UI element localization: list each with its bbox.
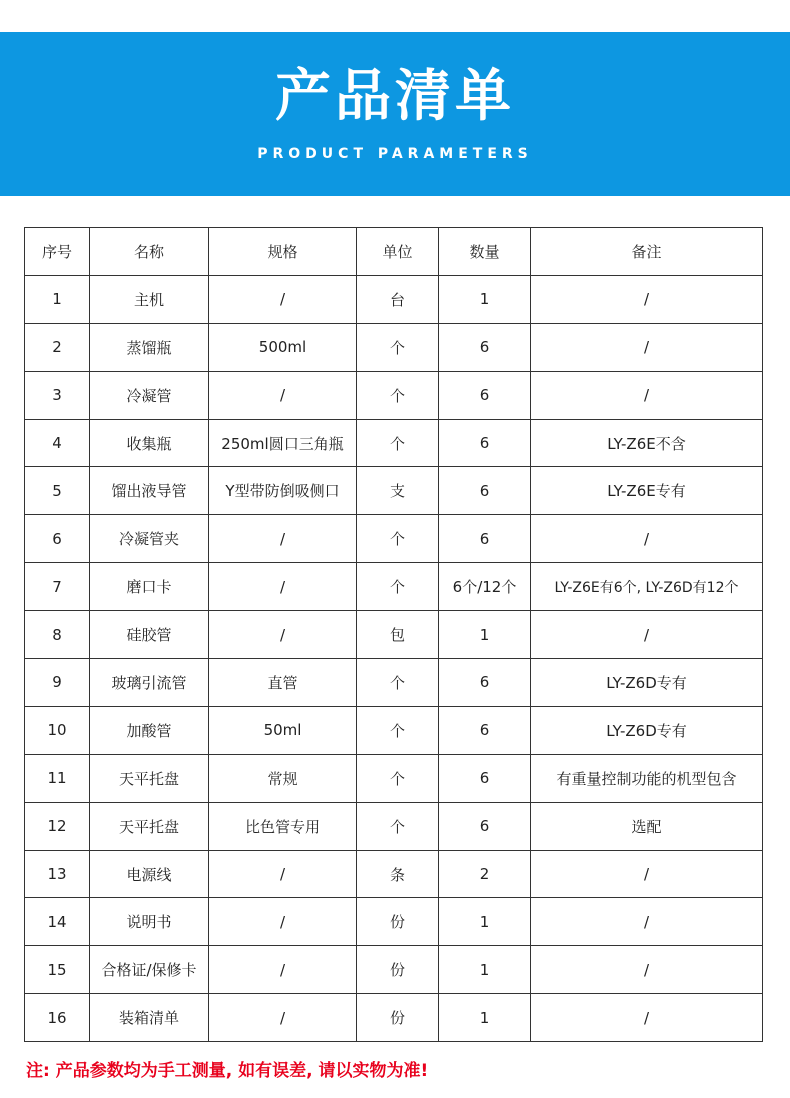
cell-index: 6 xyxy=(25,515,90,563)
cell-spec: / xyxy=(209,371,357,419)
cell-spec: / xyxy=(209,515,357,563)
cell-name: 说明书 xyxy=(90,898,209,946)
column-header-remark: 备注 xyxy=(531,228,763,276)
cell-quantity: 1 xyxy=(439,275,531,323)
cell-remark: LY-Z6D专有 xyxy=(531,659,763,707)
table-body xyxy=(25,275,763,1041)
cell-quantity: 6 xyxy=(439,706,531,754)
cell-name: 馏出液导管 xyxy=(90,467,209,515)
cell-unit: 个 xyxy=(357,563,439,611)
cell-quantity: 6 xyxy=(439,802,531,850)
cell-unit: 个 xyxy=(357,515,439,563)
cell-index: 8 xyxy=(25,611,90,659)
cell-quantity: 1 xyxy=(439,898,531,946)
cell-index: 4 xyxy=(25,419,90,467)
table-row xyxy=(25,994,763,1042)
table-row xyxy=(25,467,763,515)
cell-remark: 有重量控制功能的机型包含 xyxy=(531,754,763,802)
column-header-unit: 单位 xyxy=(357,228,439,276)
cell-quantity: 6 xyxy=(439,467,531,515)
cell-remark: / xyxy=(531,515,763,563)
cell-spec: 比色管专用 xyxy=(209,802,357,850)
cell-name: 冷凝管夹 xyxy=(90,515,209,563)
cell-unit: 条 xyxy=(357,850,439,898)
cell-remark: / xyxy=(531,275,763,323)
cell-quantity: 6 xyxy=(439,659,531,707)
cell-quantity: 6 xyxy=(439,754,531,802)
cell-name: 装箱清单 xyxy=(90,994,209,1042)
cell-quantity: 6 xyxy=(439,323,531,371)
cell-spec: 250ml圆口三角瓶 xyxy=(209,419,357,467)
cell-unit: 份 xyxy=(357,994,439,1042)
product-list-table xyxy=(24,227,763,1042)
cell-unit: 个 xyxy=(357,754,439,802)
table-row xyxy=(25,850,763,898)
cell-index: 3 xyxy=(25,371,90,419)
cell-spec: / xyxy=(209,275,357,323)
table-row xyxy=(25,563,763,611)
table-row xyxy=(25,754,763,802)
cell-name: 硅胶管 xyxy=(90,611,209,659)
cell-name: 电源线 xyxy=(90,850,209,898)
cell-name: 玻璃引流管 xyxy=(90,659,209,707)
measurement-footnote: 注: 产品参数均为手工测量, 如有误差, 请以实物为准! xyxy=(26,1061,429,1081)
cell-spec: 直管 xyxy=(209,659,357,707)
cell-name: 收集瓶 xyxy=(90,419,209,467)
cell-index: 10 xyxy=(25,706,90,754)
column-header-quantity: 数量 xyxy=(439,228,531,276)
cell-unit: 包 xyxy=(357,611,439,659)
cell-remark: / xyxy=(531,994,763,1042)
cell-remark: LY-Z6E不含 xyxy=(531,419,763,467)
column-header-name: 名称 xyxy=(90,228,209,276)
cell-remark: LY-Z6E专有 xyxy=(531,467,763,515)
cell-spec: / xyxy=(209,563,357,611)
cell-unit: 个 xyxy=(357,323,439,371)
table-row xyxy=(25,611,763,659)
cell-index: 16 xyxy=(25,994,90,1042)
column-header-index: 序号 xyxy=(25,228,90,276)
cell-name: 天平托盘 xyxy=(90,802,209,850)
cell-spec: / xyxy=(209,994,357,1042)
cell-quantity: 2 xyxy=(439,850,531,898)
table-row xyxy=(25,802,763,850)
cell-remark: / xyxy=(531,371,763,419)
table-row xyxy=(25,419,763,467)
cell-unit: 份 xyxy=(357,898,439,946)
cell-index: 5 xyxy=(25,467,90,515)
cell-unit: 份 xyxy=(357,946,439,994)
cell-unit: 台 xyxy=(357,275,439,323)
cell-spec: / xyxy=(209,898,357,946)
cell-index: 13 xyxy=(25,850,90,898)
cell-name: 磨口卡 xyxy=(90,563,209,611)
cell-remark: / xyxy=(531,850,763,898)
cell-quantity: 6个/12个 xyxy=(439,563,531,611)
cell-index: 12 xyxy=(25,802,90,850)
cell-remark: 选配 xyxy=(531,802,763,850)
cell-unit: 个 xyxy=(357,659,439,707)
cell-spec: / xyxy=(209,611,357,659)
cell-quantity: 6 xyxy=(439,515,531,563)
page-title: 产品清单 xyxy=(275,64,515,129)
cell-spec: / xyxy=(209,946,357,994)
cell-name: 冷凝管 xyxy=(90,371,209,419)
cell-quantity: 6 xyxy=(439,419,531,467)
cell-name: 加酸管 xyxy=(90,706,209,754)
cell-index: 11 xyxy=(25,754,90,802)
header-banner xyxy=(0,32,790,196)
cell-index: 9 xyxy=(25,659,90,707)
cell-unit: 个 xyxy=(357,706,439,754)
cell-index: 15 xyxy=(25,946,90,994)
cell-remark: / xyxy=(531,323,763,371)
cell-spec: 500ml xyxy=(209,323,357,371)
table-header-row xyxy=(25,228,763,276)
cell-remark: LY-Z6E有6个, LY-Z6D有12个 xyxy=(531,563,763,611)
cell-index: 14 xyxy=(25,898,90,946)
cell-unit: 个 xyxy=(357,371,439,419)
cell-unit: 个 xyxy=(357,802,439,850)
cell-remark: / xyxy=(531,611,763,659)
cell-index: 1 xyxy=(25,275,90,323)
table-row xyxy=(25,659,763,707)
table-row xyxy=(25,898,763,946)
cell-quantity: 6 xyxy=(439,371,531,419)
column-header-spec: 规格 xyxy=(209,228,357,276)
table-row xyxy=(25,946,763,994)
cell-name: 蒸馏瓶 xyxy=(90,323,209,371)
table-row xyxy=(25,371,763,419)
cell-unit: 个 xyxy=(357,419,439,467)
cell-quantity: 1 xyxy=(439,994,531,1042)
cell-spec: / xyxy=(209,850,357,898)
cell-spec: 50ml xyxy=(209,706,357,754)
cell-remark: LY-Z6D专有 xyxy=(531,706,763,754)
table-row xyxy=(25,706,763,754)
cell-quantity: 1 xyxy=(439,611,531,659)
cell-spec: Y型带防倒吸侧口 xyxy=(209,467,357,515)
cell-index: 7 xyxy=(25,563,90,611)
cell-name: 主机 xyxy=(90,275,209,323)
table-header xyxy=(25,228,763,276)
cell-name: 合格证/保修卡 xyxy=(90,946,209,994)
table-row xyxy=(25,275,763,323)
cell-name: 天平托盘 xyxy=(90,754,209,802)
cell-remark: / xyxy=(531,946,763,994)
table-row xyxy=(25,323,763,371)
table-row xyxy=(25,515,763,563)
page-subtitle: PRODUCT PARAMETERS xyxy=(257,146,533,162)
cell-remark: / xyxy=(531,898,763,946)
cell-spec: 常规 xyxy=(209,754,357,802)
cell-index: 2 xyxy=(25,323,90,371)
cell-unit: 支 xyxy=(357,467,439,515)
cell-quantity: 1 xyxy=(439,946,531,994)
